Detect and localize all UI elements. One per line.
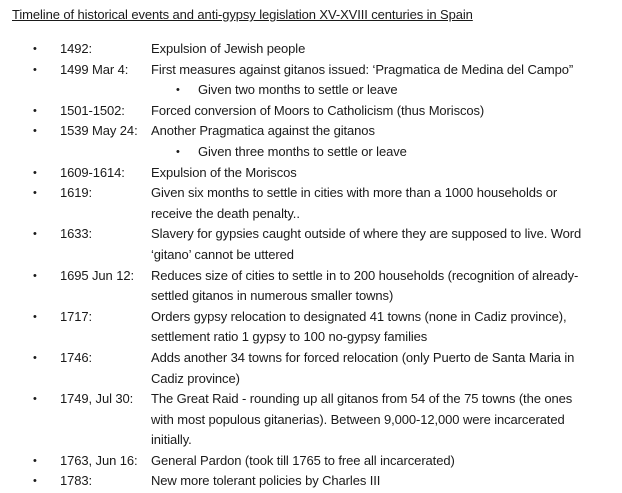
event-date: 1749, Jul 30: <box>60 391 134 407</box>
bullet-icon: • <box>33 351 37 364</box>
event-description: The Great Raid - rounding up all gitanos from 54 of the 75 towns (the ones with most populous gitanerias). Between 9,000-12,000 were incarcerated initially. <box>151 391 573 448</box>
event-date: 1501-1502: <box>60 102 125 118</box>
bullet-icon: • <box>33 43 37 55</box>
bullet-icon: • <box>33 228 37 241</box>
timeline-item <box>0 39 622 60</box>
timeline-subitem <box>0 142 622 163</box>
bullet-icon: • <box>176 145 180 158</box>
subitem-description: Given two months to settle or leave <box>198 82 398 98</box>
event-date: 1763, Jun 16: <box>60 452 138 468</box>
timeline-item <box>0 266 622 307</box>
timeline-item <box>0 307 622 348</box>
event-date: 1609-1614: <box>60 164 125 180</box>
bullet-icon: • <box>33 104 37 117</box>
event-description: General Pardon (took till 1765 to free all incarcerated) <box>151 452 455 468</box>
event-description: Slavery for gypsies caught outside of where they are supposed to live. Word ‘gitano’ cannot be uttered <box>151 226 582 262</box>
timeline-item <box>0 121 622 142</box>
bullet-icon: • <box>33 125 37 138</box>
event-date: 1717: <box>60 308 93 324</box>
document-title: Timeline of historical events and anti-gypsy legislation XV-XVIII centuries in Spain <box>12 7 473 22</box>
timeline-item <box>0 451 622 472</box>
timeline-item <box>0 348 622 389</box>
event-date: 1539 May 24: <box>60 123 138 139</box>
event-description: Expulsion of Jewish people <box>151 41 306 56</box>
timeline-subitem <box>0 80 622 101</box>
bullet-icon: • <box>33 393 37 406</box>
event-description: New more tolerant policies by Charles III <box>151 473 381 489</box>
timeline-item <box>0 224 622 265</box>
timeline-item <box>0 471 622 492</box>
bullet-icon: • <box>33 187 37 200</box>
event-description: Orders gypsy relocation to designated 41 towns (none in Cadiz province), settlement ratio 1 gypsy to 100 no-gypsy families <box>151 308 567 345</box>
bullet-icon: • <box>33 63 37 76</box>
event-date: 1492: <box>60 41 93 56</box>
event-date: 1695 Jun 12: <box>60 267 134 283</box>
bullet-icon: • <box>33 454 37 467</box>
event-date: 1619: <box>60 185 93 201</box>
event-description: Forced conversion of Moors to Catholicism (thus Moriscos) <box>151 102 485 118</box>
subitem-description: Given three months to settle or leave <box>198 143 407 159</box>
event-date: 1499 Mar 4: <box>60 61 129 77</box>
event-description: Given six months to settle in cities with more than a 1000 households or receive the death penalty.. <box>151 185 558 221</box>
event-date: 1633: <box>60 226 93 242</box>
bullet-icon: • <box>33 310 37 323</box>
event-description: Reduces size of cities to settle in to 200 households (recognition of already-settled gitanos in numerous smaller towns) <box>151 267 579 304</box>
event-description: Adds another 34 towns for forced relocation (only Puerto de Santa Maria in Cadiz province) <box>151 349 575 386</box>
timeline-item <box>0 389 622 451</box>
event-description: First measures against gitanos issued: ‘Pragmatica de Medina del Campo” <box>151 61 574 77</box>
event-date: 1746: <box>60 349 93 365</box>
event-description: Expulsion of the Moriscos <box>151 164 297 180</box>
timeline-item <box>0 183 622 224</box>
event-description: Another Pragmatica against the gitanos <box>151 123 375 139</box>
timeline-list <box>0 39 622 492</box>
timeline-item <box>0 60 622 81</box>
event-date: 1783: <box>60 473 93 489</box>
timeline-item <box>0 101 622 122</box>
bullet-icon: • <box>33 166 37 179</box>
bullet-icon: • <box>176 84 180 97</box>
bullet-icon: • <box>33 475 37 488</box>
timeline-item <box>0 163 622 184</box>
bullet-icon: • <box>33 269 37 282</box>
